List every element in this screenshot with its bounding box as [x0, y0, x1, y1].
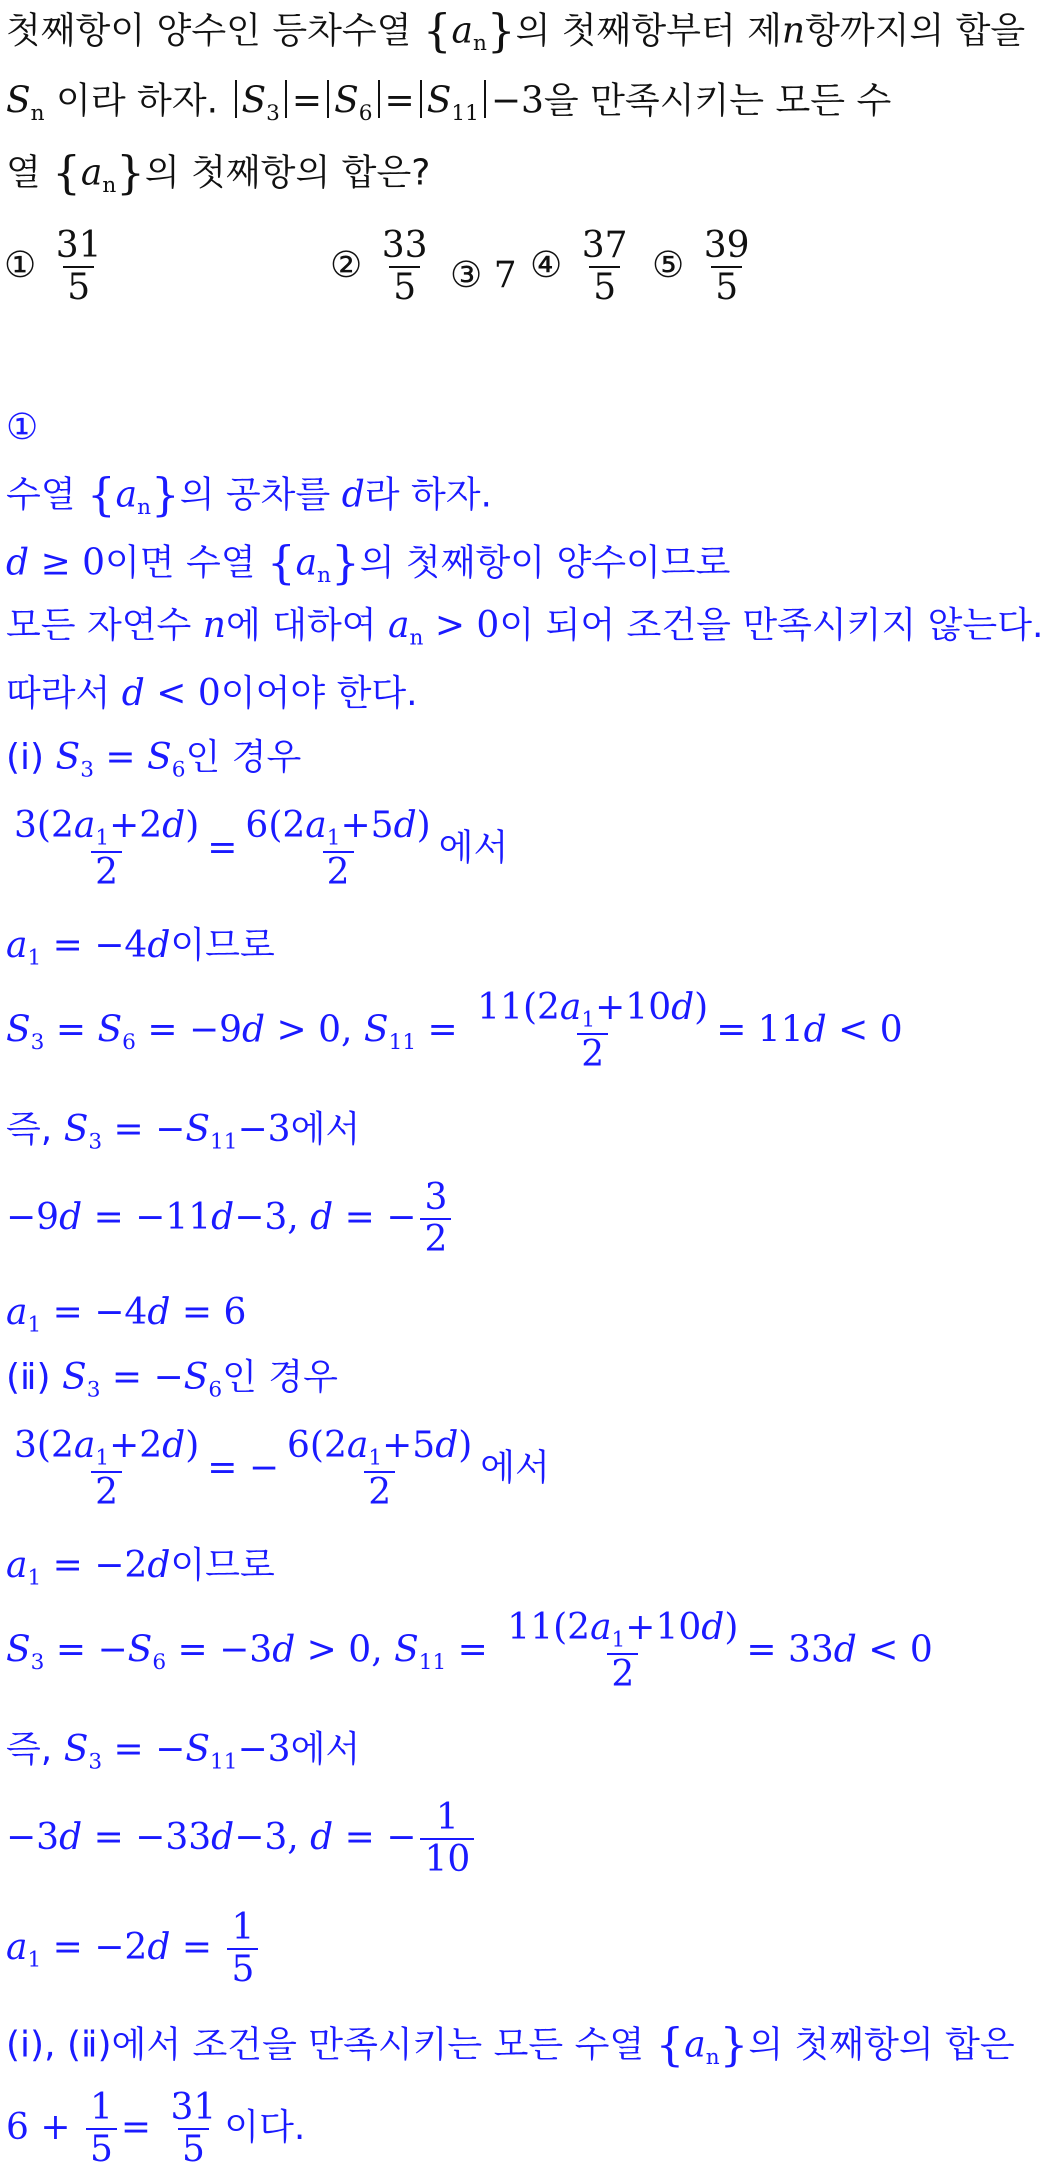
solution-equation: $a_1 = -2d$이므로: [6, 1545, 275, 1591]
solution-equation: $\frac{3(2a_1+2d)}{2}$ = − $\frac{6(2a_1+5d)}{2}$ 에서: [14, 1425, 550, 1514]
choice-mark: ④: [530, 245, 563, 286]
solution-line: 모든 자연수 n에 대하여 $a_n > 0$이 되어 조건을 만족시키지 않는다.: [6, 605, 1043, 651]
choice-numerator: 31: [55, 225, 102, 266]
case-2-heading: (ⅱ) $S_3 = -S_6$인 경우: [6, 1357, 338, 1403]
solution-equation: −9d = −11d−3, d = − $\frac{3}{2}$: [6, 1180, 455, 1258]
choice-5[interactable]: [652, 225, 758, 308]
problem-line-3: 열 $\{a_n\}$의 첫째항의 합은?: [6, 146, 431, 199]
solution-equation: 즉, $S_3 = -S_{11}-3$에서: [6, 1729, 361, 1775]
problem-text: 이라 하자.: [56, 80, 219, 122]
choice-mark: ③: [450, 255, 483, 296]
problem-line-1: 첫째항이 양수인 등차수열 $\{a_n\}$의 첫째항부터 제n항까지의 합을: [6, 4, 1026, 57]
choice-denominator: 5: [63, 266, 94, 306]
problem-text: 항까지의 합을: [805, 10, 1026, 52]
solution-line: d ≥ 0이면 수열 $\{a_n\}$의 첫째항이 양수이므로: [6, 536, 731, 589]
choice-value: 7: [493, 255, 517, 296]
choice-denominator: 5: [389, 266, 420, 306]
problem-text: 의 첫째항의 합은?: [144, 152, 431, 194]
solution-equation: 즉, $S_3 = -S_{11}-3$에서: [6, 1109, 361, 1155]
choice-4[interactable]: [530, 225, 636, 308]
solution-equation: −3d = −33d−3, d = − $\frac{1}{10}$: [6, 1800, 478, 1878]
choice-denominator: 5: [589, 266, 620, 306]
solution-line: 따라서 d < 0이어야 한다.: [6, 673, 418, 714]
answer-text: ①: [6, 407, 39, 448]
solution-final-answer: 6 + $\frac{1}{5}$ = $\frac{31}{5}$ 이다.: [6, 2087, 306, 2170]
problem-text: 의 첫째항부터 제: [515, 10, 782, 52]
solution-equation: $S_3 = S_6 = -9d > 0$, $S_{11}$ = $\frac{11(2a_1+10d)}{2}$ = 11d < 0: [6, 987, 903, 1076]
problem-text: 열: [6, 152, 41, 194]
choice-denominator: 5: [711, 266, 742, 306]
choice-1[interactable]: [4, 225, 110, 308]
choice-mark: ⑤: [652, 245, 685, 286]
choice-numerator: 33: [381, 225, 428, 266]
choice-3[interactable]: [450, 255, 517, 296]
case-1-heading: (ⅰ) $S_3 = S_6$인 경우: [6, 737, 302, 783]
answer-mark: [6, 407, 39, 448]
solution-line: 수열 $\{a_n\}$의 공차를 d라 하자.: [6, 468, 492, 521]
choice-mark: ①: [4, 245, 37, 286]
choice-numerator: 39: [703, 225, 750, 266]
solution-equation: $a_1 = -4d = 6$: [6, 1292, 247, 1338]
solution-equation: $a_1 = -2d$ = $\frac{1}{5}$: [6, 1910, 262, 1988]
choice-mark: ②: [330, 245, 363, 286]
solution-equation: $S_3 = -S_6 = -3d > 0$, $S_{11}$ = $\frac{11(2a_1+10d)}{2}$ = 33d < 0: [6, 1607, 933, 1696]
problem-text: 을 만족시키는 모든 수: [543, 80, 892, 122]
choice-numerator: 37: [581, 225, 628, 266]
solution-conclusion: (ⅰ), (ⅱ)에서 조건을 만족시키는 모든 수열 $\{a_n\}$의 첫째항의 합은: [6, 2018, 1015, 2071]
choice-2[interactable]: [330, 225, 436, 308]
solution-equation: $a_1 = -4d$이므로: [6, 925, 275, 971]
problem-text: 첫째항이 양수인 등차수열: [6, 10, 412, 52]
problem-line-2: $S_n$ 이라 하자. $S_3 = S_6 = S_{11} -3$을 만족시키는 모든 수: [6, 80, 892, 126]
solution-equation: $\frac{3(2a_1+2d)}{2}$ = $\frac{6(2a_1+5d)}{2}$ 에서: [14, 805, 509, 894]
